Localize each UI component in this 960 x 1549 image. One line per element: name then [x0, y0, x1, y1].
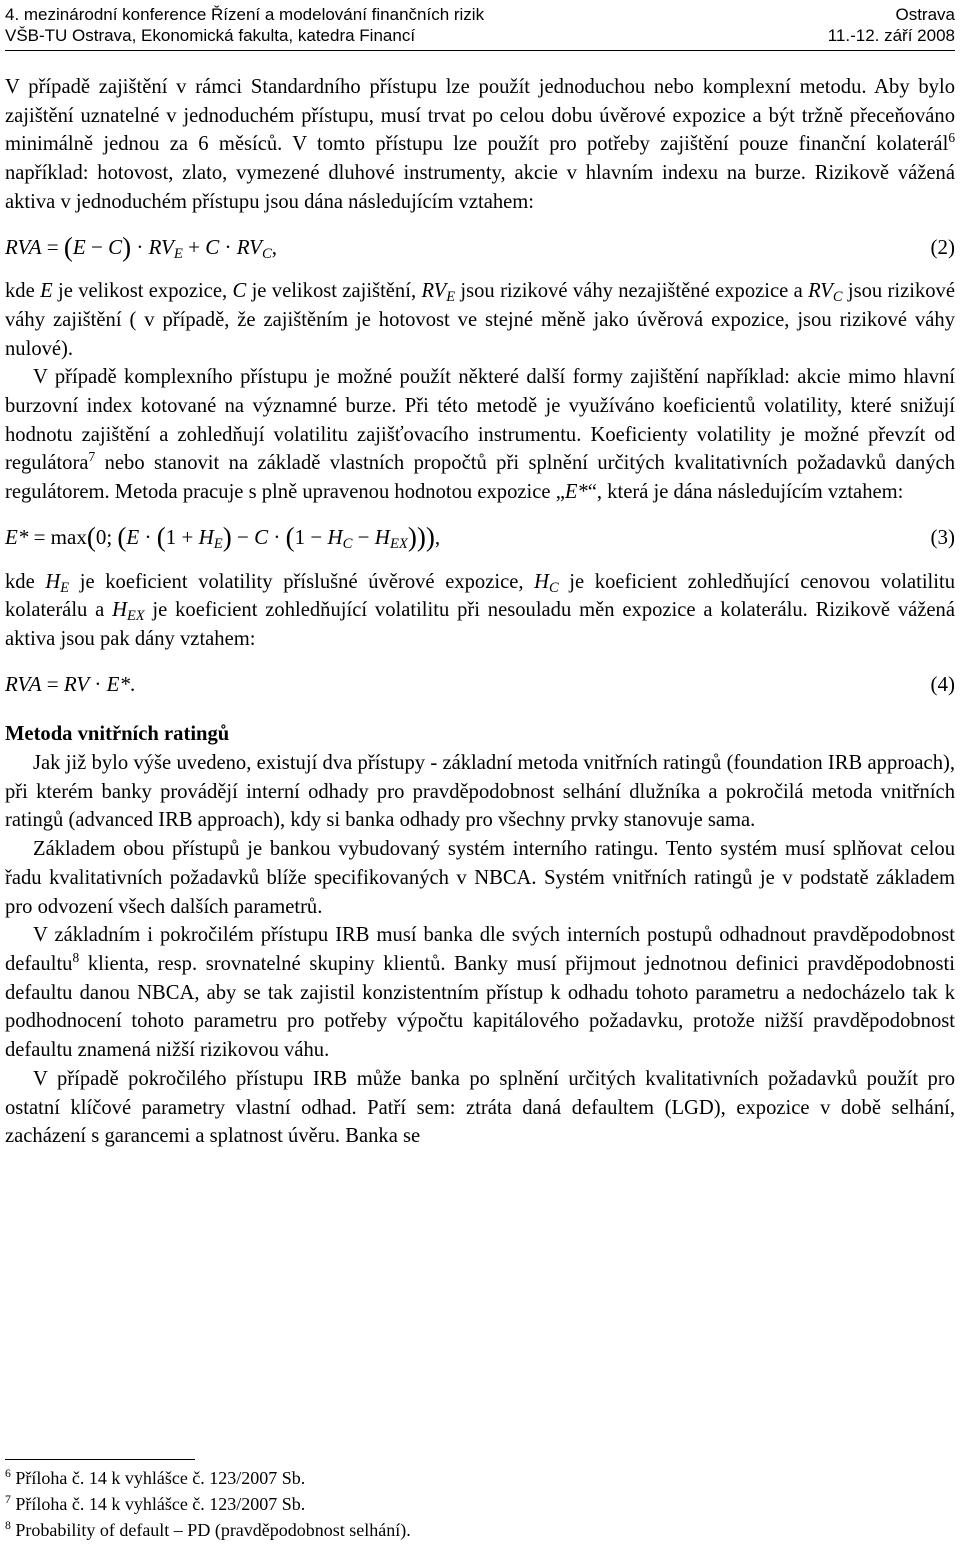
equation-4: [5, 670, 955, 699]
equation-3: [5, 523, 955, 552]
section-heading: Metoda vnitřních ratingů: [5, 723, 230, 746]
paragraph-irb-intro: Jak již bylo výše uvedeno, existují dva přístupy - základní metoda vnitřních ratingů (foundation IRB approach), při kterém banky provádějí interní odhady pro pravděpodobnost selhání dlužníka a pokročilá metoda vnitřních ratingů (advanced IRB approach), kdy si banka odhady pro všechny prvky stanovuje sama.: [5, 752, 955, 832]
equation-3-body: E* = max(0; $(E \cdot (1 + H_E) - C \cdot (1 - H_C - H_{EX}))$),: [5, 521, 441, 552]
footnote-ref-7[interactable]: 7: [88, 449, 96, 465]
conference-date: 11.-12. září 2008: [827, 26, 955, 45]
page-body: [5, 73, 955, 1151]
footnote-rule: [5, 1459, 195, 1460]
paragraph-eq3-explanation: kde $H_E$ je koeficient volatility příslušné úvěrové expozice, $H_C$ je koeficient zohledňující cenovou volatilitu kolaterálu a $H_{EX}$ je koeficient zohledňující volatilitu při nesouladu měn expozice a kolaterálu. Rizikově vážená aktiva jsou pak dány vztahem:: [5, 570, 956, 650]
conference-title: 4. mezinárodní konference Řízení a modelování finančních rizik: [5, 5, 485, 24]
header-rule: [5, 50, 955, 51]
paragraph-advanced-irb: V případě pokročilého přístupu IRB může banka po splnění určitých kvalitativních požadavků použít pro ostatní klíčové parametry vlastní odhad. Patří sem: ztráta daná defaultem (LGD), expozice v době selhání, zacházení s garancemi a splatnost úvěru. Banka se: [5, 1067, 955, 1148]
footnote-6: $^6$ Příloha č. 14 k vyhlášce č. 123/2007 Sb.: [5, 1467, 306, 1488]
footnote-ref-8[interactable]: 8: [72, 949, 80, 965]
paragraph-complex-approach: V případě komplexního přístupu je možné použít některé další formy zajištění například: akcie mimo hlavní burzovní index kotované na významné burze. Při této metodě je využíváno koeficientů volatility, které snižují hodnotu zajištění a zohledňují volatilitu zajišťovacího instrumentu. Koeficienty volatility je možné převzít od regulátora$^7$ nebo stanovit na základě vlastních propočtů při splnění určitých kvalitativních požadavků daných regulátorem. Metoda pracuje s plně upravenou hodnotou expozice „E*“, která je dána následujícím vztahem:: [5, 366, 955, 504]
equation-2: [5, 233, 955, 262]
footnote-8: $^8$ Probability of default – PD (pravděpodobnost selhání).: [5, 1519, 411, 1540]
page-header: [5, 4, 955, 46]
paragraph-simple-approach: V případě zajištění v rámci Standardního přístupu lze použít jednoduchou nebo komplexní metodu. Aby bylo zajištění uznatelné v jednoduchém přístupu, musí trvat po celou dobu úvěrové expozice a být tržně přeceňováno minimálně jednou za 6 měsíců. V tomto přístupu lze použít pro potřeby zajištění pouze finanční kolaterál$^6$ například: hotovost, zlato, vymezené dluhové instrumenty, akcie v hlavním indexu na burze. Rizikově vážená aktiva v jednoduchém přístupu jsou dána následujícím vztahem:: [5, 76, 955, 213]
footnote-ref-6[interactable]: 6: [948, 130, 955, 146]
paragraph-eq2-explanation: kde E je velikost expozice, C je velikost zajištění, $RV_E$ jsou rizikové váhy nezajištěné expozice a $RV_C$ jsou rizikové váhy zajištění ( v případě, že zajištěním je hotovost ve stejné měně jako úvěrová expozice, jsou rizikové váhy nulové).: [5, 280, 955, 360]
equation-3-number: (3): [930, 524, 955, 549]
equation-2-body: RVA = $(E - C) \cdot RV_E + C \cdot RV_C$,: [5, 231, 278, 262]
paragraph-rating-system: Základem obou přístupů je bankou vybudovaný systém interního ratingu. Tento systém musí splňovat celou řadu kvalitativních požadavků blíže specifikovaných v NBCA. Systém vnitřních ratingů je v podstatě základem pro odvození všech dalších parametrů.: [5, 838, 955, 918]
institution: VŠB-TU Ostrava, Ekonomická fakulta, katedra Financí: [5, 26, 416, 45]
equation-4-number: (4): [930, 671, 955, 696]
conference-city: Ostrava: [895, 5, 955, 24]
footnotes: [5, 1465, 955, 1543]
equation-4-body: RVA = RV · E*.: [5, 671, 136, 696]
paragraph-pd-estimation: V základním i pokročilém přístupu IRB musí banka dle svých interních postupů odhadnout pravděpodobnost defaultu$^8$ klienta, resp. srovnatelné skupiny klientů. Banky musí přijmout jednotnou definici pravděpodobnosti defaultu danou NBCA, aby se tak zajistil konzistentním přístup k odhadu tohoto parametru a nedocházelo tak k podhodnocení tohoto parametru pro potřeby výpočtu kapitálového požadavku, protože nižší pravděpodobnost defaultu znamená nižší rizikovou váhu.: [5, 924, 955, 1062]
equation-2-number: (2): [930, 234, 955, 259]
footnote-7: $^7$ Příloha č. 14 k vyhlášce č. 123/2007 Sb.: [5, 1493, 306, 1514]
